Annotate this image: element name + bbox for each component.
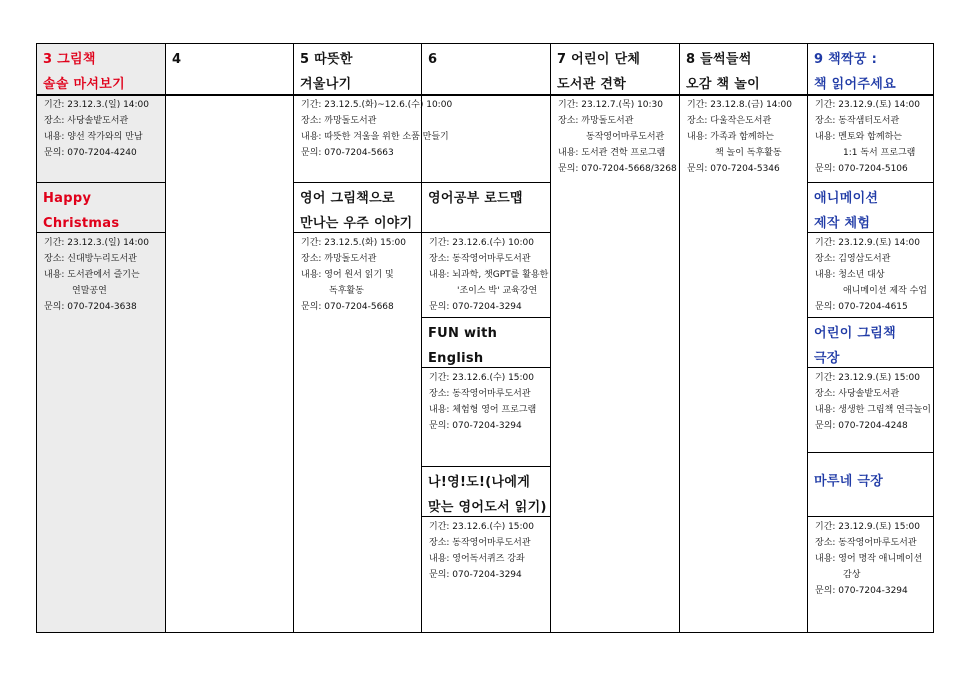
title-line: 6 <box>428 52 438 67</box>
title-line: 5 따뜻한 <box>300 52 353 67</box>
detail-content-cont: 독후활동 <box>329 286 364 296</box>
detail-place: 장소: 까망돌도서관 <box>301 116 377 126</box>
event-title-6d[interactable] <box>422 466 550 517</box>
title-line: English <box>428 351 484 366</box>
detail-date: 기간: 23.12.7.(목) 10:30 <box>558 100 664 110</box>
event-title-9c[interactable] <box>808 317 933 368</box>
detail-place: 장소: 신대방누리도서관 <box>44 254 137 264</box>
day-number-6 <box>422 44 550 95</box>
detail-content: 내용: 영어독서퀴즈 강좌 <box>429 554 525 564</box>
detail-content: 내용: 따뜻한 겨울을 위한 소품 만들기 <box>301 132 449 142</box>
header-row-divider <box>37 95 933 96</box>
event-details-5b <box>294 233 421 333</box>
detail-date: 기간: 23.12.5.(화) 15:00 <box>301 238 407 248</box>
title-line: 영어 그림책으로 <box>300 191 395 206</box>
detail-content-cont: '조이스 박' 교육강연 <box>457 286 538 296</box>
day-column-4 <box>165 44 293 632</box>
detail-date: 기간: 23.12.6.(수) 15:00 <box>429 373 535 383</box>
title-line: Happy <box>43 191 92 206</box>
detail-place: 장소: 사당솔밭도서관 <box>815 389 900 399</box>
title-line: 애니메이션 <box>814 191 879 206</box>
detail-content: 내용: 생생한 그림책 연극놀이 <box>815 405 931 415</box>
event-details-6c <box>422 368 550 466</box>
event-title-9b[interactable] <box>808 182 933 233</box>
detail-place: 장소: 동작영어마루도서관 <box>429 254 531 264</box>
detail-place: 장소: 김영삼도서관 <box>815 254 891 264</box>
detail-place: 장소: 동작영어마루도서관 <box>815 538 917 548</box>
detail-contact: 문의: 070-7204-3294 <box>815 586 908 596</box>
title-line: 책 읽어주세요 <box>814 77 896 92</box>
detail-place: 장소: 사당솔밭도서관 <box>44 116 129 126</box>
title-line: 영어공부 로드맵 <box>428 191 523 206</box>
detail-contact: 문의: 070-7204-3294 <box>429 302 522 312</box>
title-line: 만나는 우주 이야기 <box>300 216 413 231</box>
detail-place: 장소: 까망돌도서관 <box>301 254 377 264</box>
event-details-9c <box>808 368 933 452</box>
day-column-8 <box>679 44 807 632</box>
detail-contact: 문의: 070-7204-4248 <box>815 421 908 431</box>
detail-place: 장소: 동작샘터도서관 <box>815 116 900 126</box>
day-number-4 <box>166 44 293 95</box>
event-details-7 <box>551 95 679 185</box>
event-title-5[interactable] <box>294 44 421 95</box>
event-title-6b[interactable] <box>422 182 550 233</box>
title-line: Christmas <box>43 216 120 231</box>
title-line: 겨울나기 <box>300 77 352 92</box>
event-title-9[interactable] <box>808 44 933 95</box>
title-line: 3 그림책 <box>43 52 96 67</box>
event-details-3b <box>37 233 165 333</box>
title-line: 8 들썩들썩 <box>686 52 752 67</box>
title-line: 솔솔 마셔보기 <box>43 77 125 92</box>
detail-place: 장소: 동작영어마루도서관 <box>429 538 531 548</box>
detail-content-cont: 책 놀이 독후활동 <box>715 148 782 158</box>
title-line: 나!영!도!(나에게 <box>428 475 531 490</box>
event-title-7[interactable] <box>551 44 679 95</box>
detail-contact: 문의: 070-7204-3294 <box>429 421 522 431</box>
day-column-7 <box>550 44 679 632</box>
event-details-8 <box>680 95 807 185</box>
event-title-3[interactable] <box>37 44 165 95</box>
detail-date: 기간: 23.12.9.(토) 15:00 <box>815 522 921 532</box>
event-title-3b[interactable] <box>37 182 165 233</box>
detail-contact: 문의: 070-7204-5106 <box>815 164 908 174</box>
event-details-5 <box>294 95 453 181</box>
detail-date: 기간: 23.12.9.(토) 14:00 <box>815 238 921 248</box>
event-details-9 <box>808 95 933 181</box>
detail-content: 내용: 체험형 영어 프로그램 <box>429 405 537 415</box>
detail-date: 기간: 23.12.6.(수) 15:00 <box>429 522 535 532</box>
title-line: 오감 책 놀이 <box>686 77 760 92</box>
title-line: 7 어린이 단체 <box>557 52 641 67</box>
detail-contact: 문의: 070-7204-4240 <box>44 148 137 158</box>
detail-date: 기간: 23.12.3.(일) 14:00 <box>44 100 150 110</box>
event-title-8[interactable] <box>680 44 807 95</box>
detail-content-cont: 1:1 독서 프로그램 <box>843 148 916 158</box>
detail-date: 기간: 23.12.5.(화)~12.6.(수) 10:00 <box>301 100 453 110</box>
title-line: FUN with <box>428 326 498 341</box>
detail-content-cont: 감상 <box>843 570 861 580</box>
detail-content: 내용: 가족과 함께하는 <box>687 132 775 142</box>
title-line: 4 <box>172 52 182 67</box>
day-column-5 <box>293 44 453 632</box>
calendar-week-table <box>36 43 934 633</box>
event-title-5b[interactable] <box>294 182 421 233</box>
event-title-9d[interactable] <box>808 452 933 517</box>
detail-content: 내용: 청소년 대상 <box>815 270 885 280</box>
title-line: 도서관 견학 <box>557 77 627 92</box>
title-line: 극장 <box>814 351 840 366</box>
detail-contact: 문의: 070-7204-3638 <box>44 302 137 312</box>
detail-content: 내용: 멘토와 함께하는 <box>815 132 903 142</box>
detail-content: 내용: 영어 명작 애니메이션 <box>815 554 923 564</box>
detail-contact: 문의: 070-7204-4615 <box>815 302 908 312</box>
detail-contact: 문의: 070-7204-3294 <box>429 570 522 580</box>
detail-date: 기간: 23.12.3.(일) 14:00 <box>44 238 150 248</box>
detail-place: 장소: 다울작은도서관 <box>687 116 772 126</box>
title-line: 마루네 극장 <box>814 474 884 489</box>
detail-date: 기간: 23.12.6.(수) 10:00 <box>429 238 535 248</box>
day-column-9 <box>807 44 933 632</box>
title-line: 9 책짝꿍 : <box>814 52 878 67</box>
detail-date: 기간: 23.12.8.(금) 14:00 <box>687 100 793 110</box>
event-details-9b <box>808 233 933 317</box>
detail-contact: 문의: 070-7204-5668/3268 <box>558 164 677 174</box>
detail-place-cont: 동작영어마루도서관 <box>586 132 665 142</box>
detail-content: 내용: 양선 작가와의 만남 <box>44 132 143 142</box>
event-details-9d <box>808 517 933 627</box>
detail-date: 기간: 23.12.9.(토) 15:00 <box>815 373 921 383</box>
title-line: 맞는 영어도서 읽기) <box>428 500 547 515</box>
day-column-3 <box>37 44 165 632</box>
event-details-3 <box>37 95 165 181</box>
detail-place: 장소: 까망돌도서관 <box>558 116 634 126</box>
title-line: 제작 체험 <box>814 216 871 231</box>
detail-contact: 문의: 070-7204-5346 <box>687 164 780 174</box>
detail-date: 기간: 23.12.9.(토) 14:00 <box>815 100 921 110</box>
detail-contact: 문의: 070-7204-5668 <box>301 302 394 312</box>
event-title-6c[interactable] <box>422 317 550 368</box>
event-details-6b <box>422 233 550 317</box>
day-column-6 <box>421 44 550 632</box>
title-line: 어린이 그림책 <box>814 326 896 341</box>
detail-contact: 문의: 070-7204-5663 <box>301 148 394 158</box>
detail-place: 장소: 동작영어마루도서관 <box>429 389 531 399</box>
detail-content: 내용: 뇌과학, 챗GPT를 활용한 <box>429 270 549 280</box>
detail-content: 내용: 도서관에서 즐기는 <box>44 270 140 280</box>
detail-content: 내용: 영어 원서 읽기 및 <box>301 270 394 280</box>
detail-content-cont: 애니메이션 제작 수업 <box>843 286 927 296</box>
detail-content: 내용: 도서관 견학 프로그램 <box>558 148 666 158</box>
event-details-6d <box>422 517 550 617</box>
detail-content-cont: 연말공연 <box>72 286 107 296</box>
